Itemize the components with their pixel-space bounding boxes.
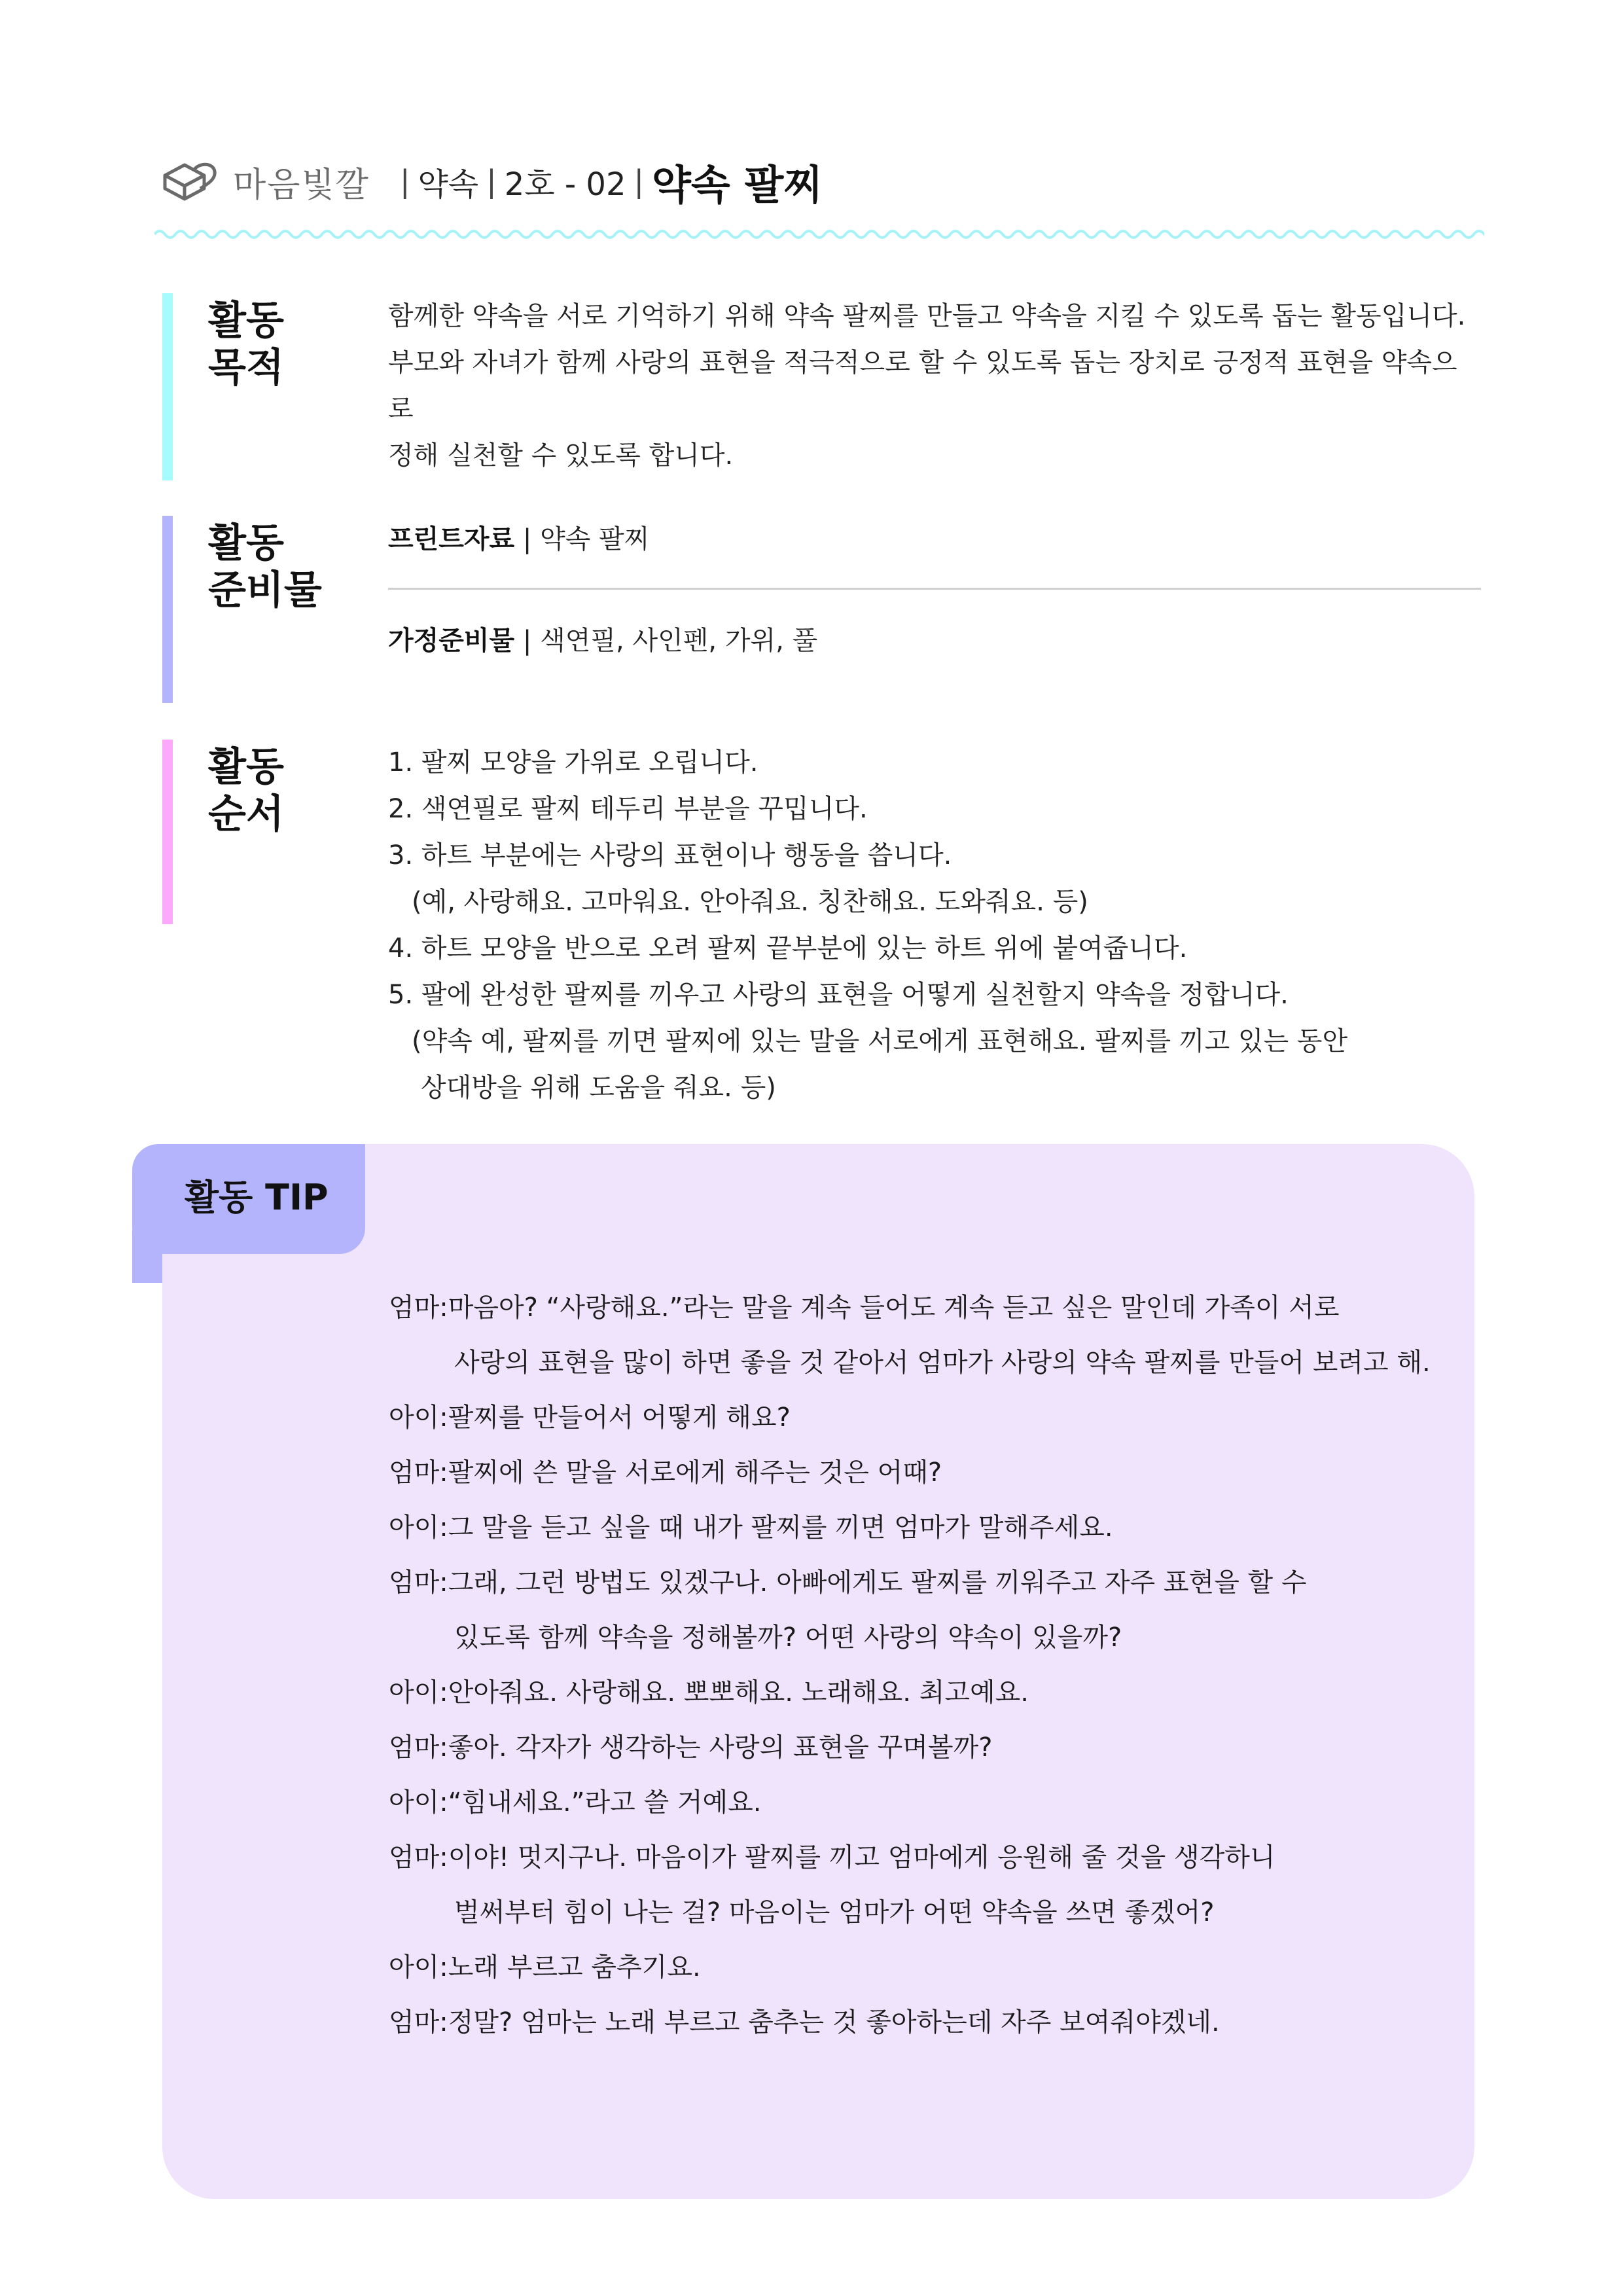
steps-label-line1: 활동 [208, 744, 284, 790]
dialog-text: 정말? 엄마는 노래 부르고 춤추는 것 좋아하는데 자주 보여줘야겠네. [448, 2007, 1220, 2037]
step-item: 5. 팔에 완성한 팔찌를 끼우고 사랑의 표현을 어떻게 실천할지 약속을 정합니다. [388, 980, 1289, 1010]
dialog-text: 노래 부르고 춤추기요. [448, 1952, 701, 1982]
page-header [161, 145, 823, 217]
purpose-line: 부모와 자녀가 함께 사랑의 표현을 적극적으로 할 수 있도록 돕는 장치로 긍정적 표현을 약속으로 [388, 348, 1457, 424]
header-separator: | [486, 164, 497, 199]
dialog-line [389, 1940, 1462, 1995]
purpose-section [162, 293, 1484, 480]
row-separator: | [522, 626, 541, 656]
dialog-text: 있도록 함께 약속을 정해볼까? 어떤 사랑의 약속이 있을까? [454, 1623, 1122, 1653]
dialog-text: 좋아. 각자가 생각하는 사랑의 표현을 꾸며볼까? [448, 1732, 993, 1763]
dialog-speaker: 엄마: [389, 1293, 448, 1323]
steps-section [162, 740, 1484, 1119]
breadcrumb-issue: 2호 - 02 [504, 166, 626, 203]
dialog-text: 안아줘요. 사랑해요. 뽀뽀해요. 노래해요. 최고예요. [448, 1677, 1029, 1708]
steps-label-line2: 순서 [208, 791, 284, 837]
step-example: (약속 예, 팔찌를 끼면 팔찌에 있는 말을 서로에게 표현해요. 팔찌를 끼고 있는 동안 [412, 1026, 1348, 1056]
materials-content [388, 516, 1481, 664]
brand-logo-text: 마음빛깔 [233, 165, 370, 205]
dialog-line [389, 1610, 1462, 1665]
home-materials-row [388, 617, 1481, 664]
purpose-label [208, 297, 284, 391]
steps-label [208, 744, 284, 838]
breadcrumb-category: 약속 [418, 166, 479, 203]
step-example: (예, 사랑해요. 고마워요. 안아줘요. 칭찬해요. 도와줘요. 등) [412, 887, 1088, 917]
dialog-line [389, 1775, 1462, 1830]
purpose-label-line1: 활동 [208, 298, 284, 344]
dialog-speaker: 아이: [389, 1952, 448, 1982]
dialog-speaker: 엄마: [389, 1842, 448, 1873]
dialog-text: 이야! 멋지구나. 마음이가 팔찌를 끼고 엄마에게 응원해 줄 것을 생각하니 [448, 1842, 1275, 1873]
dialog-speaker: 아이: [389, 1513, 448, 1543]
dialog-line [389, 1500, 1462, 1555]
dialog-text: 사랑의 표현을 많이 하면 좋을 것 같아서 엄마가 사랑의 약속 팔찌를 만들어 보려고 해. [454, 1348, 1431, 1378]
dialog-speaker: 아이: [389, 1787, 448, 1818]
dialog-text: 그 말을 듣고 싶을 때 내가 팔찌를 끼면 엄마가 말해주세요. [448, 1513, 1113, 1543]
dialog-speaker: 아이: [389, 1403, 448, 1433]
dialog-speaker: 엄마: [389, 1732, 448, 1763]
purpose-accent-bar [162, 293, 173, 480]
materials-divider [388, 588, 1481, 590]
materials-accent-bar [162, 516, 173, 703]
step-item: 3. 하트 부분에는 사랑의 표현이나 행동을 씁니다. [388, 840, 952, 870]
materials-label-line1: 활동 [208, 520, 284, 566]
header-separator: | [633, 164, 645, 199]
home-materials-label: 가정준비물 [388, 626, 515, 656]
materials-label [208, 520, 322, 614]
steps-content [388, 740, 1481, 1111]
dialog-text: “힘내세요.”라고 쓸 거예요. [448, 1787, 762, 1818]
dialog-text: 팔찌를 만들어서 어떻게 해요? [448, 1403, 791, 1433]
step-item: 2. 색연필로 팔찌 테두리 부분을 꾸밉니다. [388, 794, 868, 824]
dialog-line [389, 1280, 1462, 1335]
tip-title: 활동 TIP [185, 1177, 329, 1218]
step-item: 1. 팔찌 모양을 가위로 오립니다. [388, 747, 758, 778]
dialog-line [389, 1555, 1462, 1610]
dialog-speaker: 아이: [389, 1677, 448, 1708]
purpose-line: 함께한 약속을 서로 기억하기 위해 약속 팔찌를 만들고 약속을 지킬 수 있도록 돕는 활동입니다. [388, 301, 1466, 331]
step-example: 상대방을 위해 도움을 줘요. 등) [421, 1073, 776, 1103]
dialog-line [389, 1995, 1462, 2050]
dialog-text: 그래, 그런 방법도 있겠구나. 아빠에게도 팔찌를 끼워주고 자주 표현을 할 수 [448, 1568, 1307, 1598]
dialog-line [389, 1390, 1462, 1445]
dialog-line [389, 1885, 1462, 1940]
print-materials-value: 약속 팔찌 [540, 524, 650, 554]
dialog-text: 팔찌에 쓴 말을 서로에게 해주는 것은 어때? [448, 1458, 942, 1488]
row-separator: | [522, 524, 541, 554]
heart-box-logo-icon [161, 158, 226, 204]
dialog-speaker: 엄마: [389, 1458, 448, 1488]
print-materials-row [388, 516, 1481, 563]
dialog-line [389, 1720, 1462, 1775]
home-materials-value: 색연필, 사인펜, 가위, 풀 [540, 626, 818, 656]
materials-section [162, 516, 1484, 703]
dialog-line [389, 1665, 1462, 1720]
steps-list [388, 740, 1481, 1111]
dialog-text: 마음아? “사랑해요.”라는 말을 계속 들어도 계속 듣고 싶은 말인데 가족이 서로 [448, 1293, 1340, 1323]
dialog-speaker: 엄마: [389, 2007, 448, 2037]
purpose-content [388, 293, 1481, 479]
step-item: 4. 하트 모양을 반으로 오려 팔찌 끝부분에 있는 하트 위에 붙여줍니다. [388, 933, 1188, 963]
purpose-label-line2: 목적 [208, 345, 284, 391]
print-materials-label: 프린트자료 [388, 524, 515, 554]
materials-label-line2: 준비물 [208, 567, 322, 613]
purpose-line: 정해 실천할 수 있도록 합니다. [388, 440, 734, 471]
tip-dialog [389, 1280, 1462, 2050]
steps-accent-bar [162, 740, 173, 924]
wavy-divider [154, 226, 1484, 242]
dialog-text: 벌써부터 힘이 나는 걸? 마음이는 엄마가 어떤 약속을 쓰면 좋겠어? [454, 1897, 1215, 1928]
header-separator: | [399, 164, 410, 199]
dialog-line [389, 1335, 1462, 1390]
dialog-speaker: 엄마: [389, 1568, 448, 1598]
page-title: 약속 팔찌 [652, 160, 823, 209]
dialog-line [389, 1445, 1462, 1500]
dialog-line [389, 1830, 1462, 1885]
